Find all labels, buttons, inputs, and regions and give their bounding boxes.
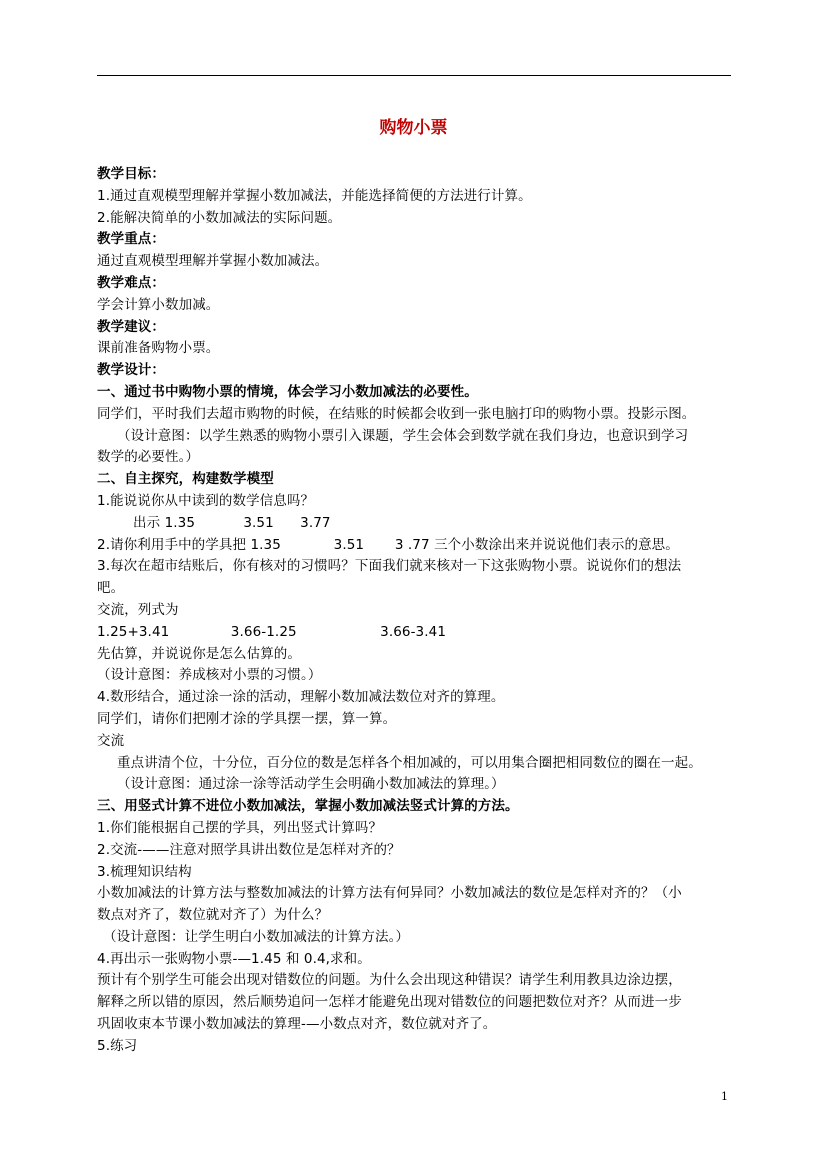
paragraph-line: 出示 1.35 3.51 3.77: [133, 514, 331, 531]
document-body: [97, 164, 737, 1058]
paragraph-line: 预计有个别学生可能会出现对错数位的问题。为什么会出现这种错误？请学生利用教具边涂边摆，: [97, 972, 682, 989]
section-heading: 三、用竖式计算不进位小数加减法，掌握小数加减法竖式计算的方法。: [97, 798, 519, 815]
paragraph-line: 2.交流-——注意对照学具讲出数位是怎样对齐的？: [97, 841, 401, 858]
paragraph-line: 5.练习: [97, 1037, 138, 1054]
page-title: 购物小票: [379, 118, 448, 138]
paragraph-line: 课前准备购物小票。: [97, 340, 220, 357]
paragraph-line: 1.25+3.41 3.66-1.25 3.66-3.41: [97, 623, 447, 640]
paragraph-line: 吧。: [97, 580, 125, 597]
section-heading: 二、自主探究，构建数学模型: [97, 471, 274, 488]
paragraph-line: 同学们，请你们把刚才涂的学具摆一摆，算一算。: [97, 710, 397, 727]
paragraph-line: 3.每次在超市结账后，你有核对的习惯吗？下面我们就来核对一下这张购物小票。说说你们的想法: [97, 558, 682, 575]
paragraph-line: 交流: [97, 732, 125, 749]
paragraph-line: 重点讲清个位，十分位，百分位的数是怎样各个相加减的，可以用集合圈把相同数位的圈在一起。: [117, 754, 702, 771]
header-rule: [97, 75, 731, 76]
paragraph-line: 1.能说说你从中读到的数学信息吗？: [97, 492, 315, 509]
section-heading: 教学重点：: [97, 231, 165, 248]
paragraph-line: （设计意图：让学生明白小数加减法的计算方法。）: [103, 928, 410, 945]
section-heading: 教学建议：: [97, 318, 165, 335]
paragraph-line: 交流，列式为: [97, 601, 179, 618]
paragraph-line: 通过直观模型理解并掌握小数加减法。: [97, 253, 329, 270]
paragraph-line: 巩固收束本节课小数加减法的算理-—小数点对齐，数位就对齐了。: [97, 1016, 497, 1033]
paragraph-line: 4.再出示一张购物小票-—1.45 和 0.4,求和。: [97, 950, 371, 967]
page-number: 1: [721, 1090, 728, 1103]
paragraph-line: 2.请你利用手中的学具把 1.35 3.51 3 .77 三个小数涂出来并说说他们表示的意思。: [97, 536, 679, 553]
paragraph-line: 数学的必要性。）: [97, 449, 200, 466]
paragraph-line: 数点对齐了，数位就对齐了）为什么？: [97, 907, 329, 924]
section-heading: 教学设计：: [97, 362, 165, 379]
paragraph-line: 解释之所以错的原因，然后顺势追问一怎样才能避免出现对错数位的问题把数位对齐？从而进一步: [97, 994, 682, 1011]
paragraph-line: 4.数形结合，通过涂一涂的活动，理解小数加减法数位对齐的算理。: [97, 689, 505, 706]
paragraph-line: （设计意图：通过涂一涂等活动学生会明确小数加减法的算理。）: [117, 776, 505, 793]
paragraph-line: 同学们，平时我们去超市购物的时候，在结账的时候都会收到一张电脑打印的购物小票。投影示图。: [97, 405, 696, 422]
paragraph-line: （设计意图：以学生熟悉的购物小票引入课题，学生会体会到数学就在我们身边，也意识到学习: [117, 427, 689, 444]
paragraph-line: 小数加减法的计算方法与整数加减法的计算方法有何异同？小数加减法的数位是怎样对齐的？（小: [97, 885, 682, 902]
paragraph-line: 3.梳理知识结构: [97, 863, 192, 880]
paragraph-line: 1.通过直观模型理解并掌握小数加减法，并能选择简便的方法进行计算。: [97, 187, 532, 204]
paragraph-line: 2.能解决简单的小数加减法的实际问题。: [97, 209, 342, 226]
section-heading: 教学难点：: [97, 274, 165, 291]
section-heading: 一、通过书中购物小票的情境，体会学习小数加减法的必要性。: [97, 383, 478, 400]
paragraph-line: 学会计算小数加减。: [97, 296, 220, 313]
paragraph-line: （设计意图：养成核对小票的习惯。）: [97, 667, 322, 684]
section-heading: 教学目标：: [97, 166, 165, 182]
paragraph-line: 先估算，并说说你是怎么估算的。: [97, 645, 301, 662]
paragraph-line: 1.你们能根据自己摆的学具，列出竖式计算吗？: [97, 819, 383, 836]
